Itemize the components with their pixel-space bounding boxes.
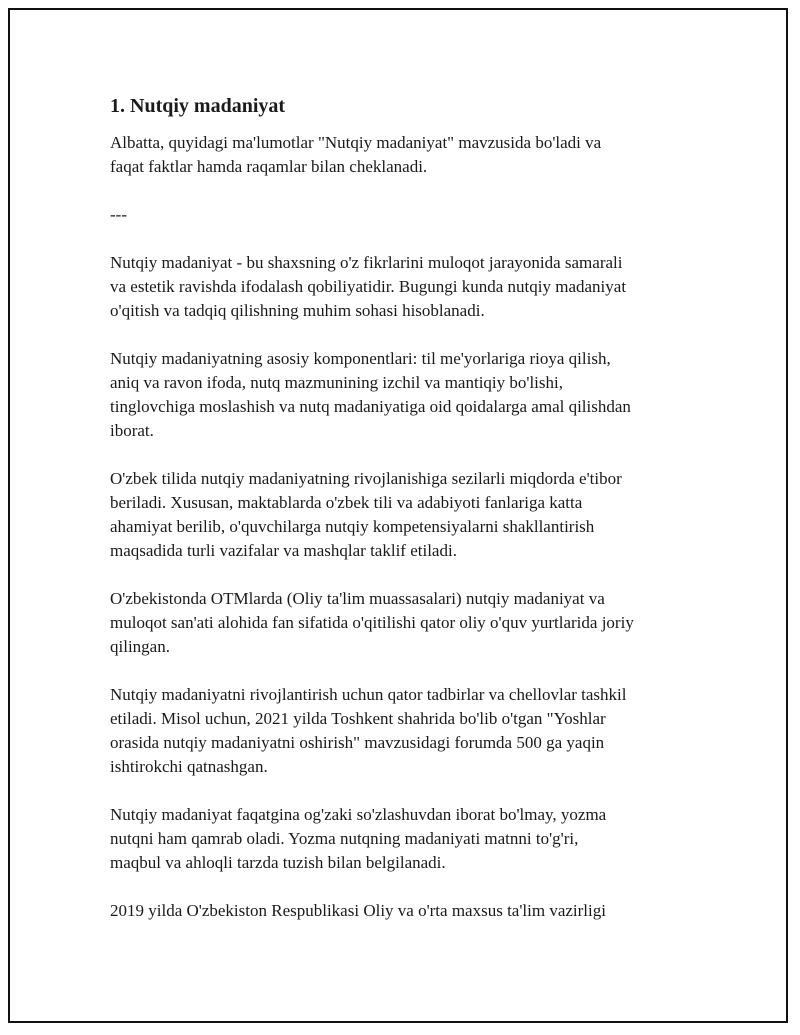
paragraph	[110, 347, 690, 443]
text-line: nutqni ham qamrab oladi. Yozma nutqning madaniyati matnni to'g'ri,	[110, 829, 579, 848]
text-line: qilingan.	[110, 637, 170, 656]
paragraph	[110, 131, 690, 179]
paragraph	[110, 683, 690, 779]
text-line: 2019 yilda O'zbekiston Respublikasi Oliy va o'rta maxsus ta'lim vazirligi	[110, 901, 606, 920]
text-line: iborat.	[110, 421, 154, 440]
text-line: ---	[110, 205, 127, 224]
text-line: Nutqiy madaniyat faqatgina og'zaki so'zlashuvdan iborat bo'lmay, yozma	[110, 805, 607, 824]
text-line: orasida nutqiy madaniyatni oshirish" mavzusidagi forumda 500 ga yaqin	[110, 733, 605, 752]
text-line: beriladi. Xususan, maktablarda o'zbek tili va adabiyoti fanlariga katta	[110, 493, 583, 512]
text-line: etiladi. Misol uchun, 2021 yilda Toshkent shahrida bo'lib o'tgan "Yoshlar	[110, 709, 606, 728]
paragraph	[110, 899, 690, 923]
text-line: Nutqiy madaniyatning asosiy komponentlari: til me'yorlariga rioya qilish,	[110, 349, 611, 368]
text-line: va estetik ravishda ifodalash qobiliyatidir. Bugungi kunda nutqiy madaniyat	[110, 277, 627, 296]
text-line: maqsadida turli vazifalar va mashqlar taklif etiladi.	[110, 541, 457, 560]
document-content	[110, 94, 690, 947]
paragraph	[110, 251, 690, 323]
paragraph	[110, 803, 690, 875]
text-line: aniq va ravon ifoda, nutq mazmunining izchil va mantiqiy bo'lishi,	[110, 373, 563, 392]
text-line: Nutqiy madaniyatni rivojlantirish uchun qator tadbirlar va chellovlar tashkil	[110, 685, 627, 704]
separator-line	[110, 203, 690, 227]
text-line: ishtirokchi qatnashgan.	[110, 757, 268, 776]
text-line: O'zbek tilida nutqiy madaniyatning rivojlanishiga sezilarli miqdorda e'tibor	[110, 469, 622, 488]
paragraph	[110, 467, 690, 563]
document-heading: 1. Nutqiy madaniyat	[110, 95, 286, 117]
text-line: o'qitish va tadqiq qilishning muhim sohasi hisoblanadi.	[110, 301, 485, 320]
text-line: ahamiyat berilib, o'quvchilarga nutqiy kompetensiyalarni shakllantirish	[110, 517, 595, 536]
text-line: faqat faktlar hamda raqamlar bilan cheklanadi.	[110, 157, 428, 176]
text-line: Nutqiy madaniyat - bu shaxsning o'z fikrlarini muloqot jarayonida samarali	[110, 253, 623, 272]
text-line: maqbul va ahloqli tarzda tuzish bilan belgilanadi.	[110, 853, 446, 872]
text-line: O'zbekistonda OTMlarda (Oliy ta'lim muassasalari) nutqiy madaniyat va	[110, 589, 605, 608]
paragraph	[110, 587, 690, 659]
text-line: muloqot san'ati alohida fan sifatida o'qitilishi qator oliy o'quv yurtlarida joriy	[110, 613, 634, 632]
text-line: tinglovchiga moslashish va nutq madaniyatiga oid qoidalarga amal qilishdan	[110, 397, 631, 416]
text-line: Albatta, quyidagi ma'lumotlar "Nutqiy madaniyat" mavzusida bo'ladi va	[110, 133, 602, 152]
